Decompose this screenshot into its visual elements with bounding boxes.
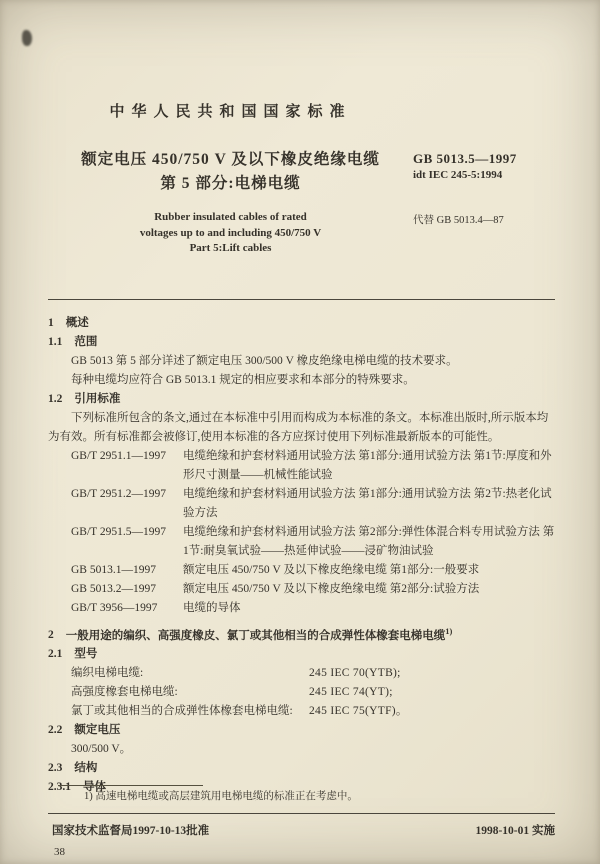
- footer-effective: 1998-10-01 实施: [475, 825, 555, 837]
- references-list: [48, 447, 555, 618]
- clause-title: 额定电压: [74, 724, 121, 737]
- footnote-marker: 1): [445, 625, 453, 636]
- standard-label: 中华人民共和国国家标准: [109, 104, 352, 120]
- standard-label-spacer: [413, 102, 555, 148]
- title-cn: [48, 148, 413, 196]
- reference-item: [71, 580, 555, 599]
- page-number: 38: [54, 846, 65, 858]
- footer-approved: 国家技术监督局1997-10-13批准: [52, 825, 210, 837]
- replaces-note: 代替 GB 5013.4—87: [413, 215, 504, 226]
- reference-code: GB/T 2951.1—1997: [71, 449, 166, 462]
- standard-code-block: [413, 148, 555, 196]
- title-en-line-3: Part 5:Lift cables: [189, 242, 272, 254]
- clause-2-2-heading: [48, 721, 555, 740]
- reference-text: 额定电压 450/750 V 及以下橡皮绝缘电缆 第1部分:一般要求: [183, 563, 480, 576]
- clause-title: 型号: [74, 648, 98, 661]
- clause-number: 2.3.1: [48, 781, 71, 794]
- title-row: [48, 148, 555, 196]
- reference-item: [71, 561, 555, 580]
- model-row: [71, 683, 555, 702]
- clause-number: 1.2: [48, 392, 63, 405]
- paragraph-rated-voltage: 300/500 V。: [71, 743, 132, 756]
- standard-label-row: [48, 102, 555, 148]
- title-line-1: 额定电压 450/750 V 及以下橡皮绝缘电缆: [81, 151, 380, 168]
- clause-number: 2.2: [48, 724, 63, 737]
- clause-title: 概述: [65, 316, 89, 329]
- model-list: [48, 664, 555, 721]
- clause-title: 引用标准: [74, 392, 121, 405]
- reference-text: 电缆绝缘和护套材料通用试验方法 第1部分:通用试验方法 第2节:热老化试验方法: [183, 487, 552, 519]
- reference-item: [71, 599, 555, 618]
- paragraph-scope-2: 每种电缆均应符合 GB 5013.1 规定的相应要求和本部分的特殊要求。: [71, 373, 415, 386]
- reference-code: GB 5013.1—1997: [71, 563, 156, 576]
- reference-text: 电缆绝缘和护套材料通用试验方法 第2部分:弹性体混合料专用试验方法 第1节:耐臭氧试验——热延伸试验——浸矿物油试验: [183, 525, 555, 557]
- clause-2-heading: [48, 622, 555, 646]
- clause-2-1-heading: [48, 645, 555, 664]
- clause-title: 一般用途的编织、高强度橡皮、氯丁或其他相当的合成弹性体橡套电梯电缆: [65, 629, 446, 642]
- clause-number: 2.1: [48, 648, 63, 661]
- page-content: [48, 0, 555, 864]
- scan-artifact: [22, 30, 32, 46]
- reference-code: GB/T 2951.2—1997: [71, 487, 166, 500]
- clause-number: 2.3: [48, 762, 63, 775]
- model-code: 245 IEC 74(YT);: [309, 686, 393, 699]
- model-label: 高强度橡套电梯电缆:: [71, 686, 178, 699]
- clause-number: 1.1: [48, 335, 63, 348]
- paragraph-scope-1: GB 5013 第 5 部分详述了额定电压 300/500 V 橡皮绝缘电梯电缆的技术要求。: [71, 354, 458, 367]
- clause-1-2-heading: [48, 390, 555, 409]
- clause-number: 2: [48, 629, 54, 642]
- clause-2-3-heading: [48, 759, 555, 778]
- reference-text: 电缆的导体: [183, 601, 241, 614]
- reference-code: GB 5013.2—1997: [71, 582, 156, 595]
- title-en-line-1: Rubber insulated cables of rated: [154, 211, 307, 223]
- idt-code: idt IEC 245-5:1994: [413, 169, 503, 181]
- title-line-2: 第 5 部分:电梯电缆: [160, 175, 301, 192]
- english-title-row: [48, 210, 555, 257]
- reference-text: 电缆绝缘和护套材料通用试验方法 第1部分:通用试验方法 第1节:厚度和外形尺寸测量——机械性能试验: [183, 449, 552, 481]
- title-en: [48, 210, 413, 257]
- model-code: 245 IEC 70(YTB);: [309, 667, 401, 680]
- title-en-line-2: voltages up to and including 450/750 V: [139, 226, 322, 239]
- header-divider: [48, 299, 555, 300]
- model-label: 编织电梯电缆:: [71, 667, 144, 680]
- clause-number: 1: [48, 316, 54, 329]
- document-body: [48, 314, 555, 798]
- model-row: [71, 664, 555, 683]
- reference-item: [71, 485, 555, 523]
- footnote-area: [58, 785, 540, 804]
- reference-item: [71, 447, 555, 485]
- reference-text: 额定电压 450/750 V 及以下橡皮绝缘电缆 第2部分:试验方法: [183, 582, 480, 595]
- clause-title: 结构: [74, 762, 98, 775]
- footnote-divider: [58, 785, 203, 786]
- footnote-text: 1) 高速电梯电缆或高层建筑用电梯电缆的标准正在考虑中。: [84, 791, 358, 802]
- reference-item: [71, 523, 555, 561]
- standard-code: GB 5013.5—1997: [413, 151, 517, 166]
- footer: [52, 822, 555, 838]
- clause-1-1-heading: [48, 333, 555, 352]
- model-code: 245 IEC 75(YTF)。: [309, 705, 408, 718]
- reference-code: GB/T 2951.5—1997: [71, 525, 166, 538]
- clause-1-heading: [48, 314, 555, 333]
- reference-code: GB/T 3956—1997: [71, 601, 158, 614]
- model-label: 氯丁或其他相当的合成弹性体橡套电梯电缆:: [71, 705, 293, 718]
- paragraph-references-intro: 下列标准所包含的条文,通过在本标准中引用而构成为本标准的条文。本标准出版时,所示版本均为有效。所有标准都会被修订,使用本标准的各方应探讨使用下列标准最新版本的可能性。: [48, 411, 549, 443]
- clause-title: 范围: [74, 335, 98, 348]
- footer-divider: [48, 813, 555, 814]
- clause-title: 导体: [83, 781, 106, 794]
- model-row: [71, 702, 555, 721]
